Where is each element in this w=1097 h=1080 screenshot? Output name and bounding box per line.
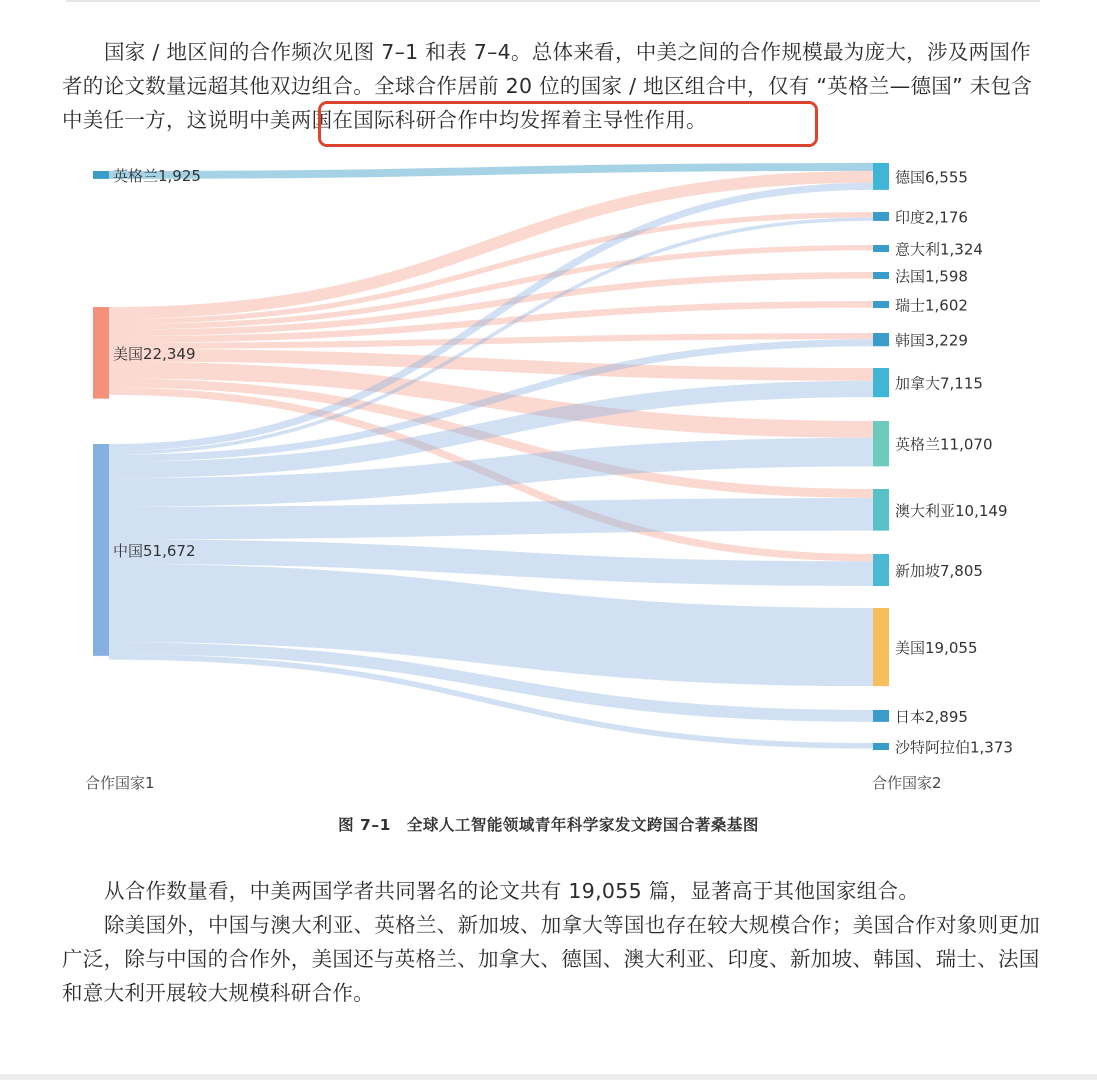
target-node-bar <box>873 421 889 466</box>
source-node-bar <box>93 171 109 179</box>
target-node-label: 新加坡7,805 <box>895 562 983 581</box>
sankey-link-n4e2d56fd-n6fb3592752294e9a <box>109 514 873 523</box>
target-node-label: 意大利1,324 <box>895 240 983 259</box>
target-node-label: 美国19,055 <box>895 639 978 658</box>
sankey-link-n4e2d56fd-n7f8e56fd <box>109 603 873 647</box>
conclusion-paragraphs <box>62 874 1050 1010</box>
target-node-label: 沙特阿拉伯1,373 <box>895 738 1013 757</box>
target-node-label: 印度2,176 <box>895 208 968 227</box>
target-node-label: 英格兰11,070 <box>895 435 993 454</box>
target-node-label: 加拿大7,115 <box>895 374 983 393</box>
bottom-divider <box>0 1074 1097 1080</box>
target-node-bar <box>873 489 889 531</box>
target-node-label: 日本2,895 <box>895 707 968 726</box>
source-node-bar <box>93 307 109 399</box>
target-node-bar <box>873 272 889 279</box>
target-node-label: 澳大利亚10,149 <box>895 501 1008 520</box>
top-divider <box>66 0 1040 2</box>
highlight-box <box>318 101 818 147</box>
target-node-bar <box>873 368 889 397</box>
target-node-bar <box>873 554 889 586</box>
target-node-bar <box>873 710 889 722</box>
sankey-links <box>109 167 873 746</box>
target-node-bar <box>873 212 889 221</box>
source-node-label: 中国51,672 <box>113 541 196 560</box>
source-node-bar <box>93 444 109 656</box>
conclusion-paragraph-2: 除美国外，中国与澳大利亚、英格兰、新加坡、加拿大等国也存在较大规模合作；美国合作对象则更加广泛，除与中国的合作外，美国还与英格兰、加拿大、德国、澳大利亚、印度、新加坡、韩国、瑞士、法国和意大利开展较大规模科研合作。 <box>62 913 1040 1005</box>
intro-text: 国家 / 地区间的合作频次见图 7–1 和表 7–4。总体来看，中美之间的合作规模最为庞大，涉及两国作者的论文数量远超其他双边组合。全球合作居前 20 位的国家 / 地区组合中，仅有 “英格兰—德国” 未包含中美任一方，这说明 <box>62 40 1033 132</box>
target-node-bar <box>873 333 889 346</box>
conclusion-paragraph-1: 从合作数量看，中美两国学者共同署名的论文共有 19,055 篇，显著高于其他国家组合。 <box>104 879 920 903</box>
source-axis-label: 合作国家1 <box>85 774 155 792</box>
target-node-bar <box>873 743 889 750</box>
target-node-label: 德国6,555 <box>895 168 968 187</box>
target-node-bar <box>873 608 889 686</box>
target-node-label: 法国1,598 <box>895 267 968 286</box>
sankey-link-n82f1683c5170-n5fb756fd <box>109 167 873 175</box>
figure-caption: 图 7–1 全球人工智能领域青年科学家发文跨国合著桑基图 <box>338 816 759 834</box>
target-node-label: 韩国3,229 <box>895 331 968 350</box>
source-node-label: 英格兰1,925 <box>113 166 201 185</box>
source-node-label: 美国22,349 <box>113 344 196 363</box>
target-node-label: 瑞士1,602 <box>895 296 968 315</box>
target-node-bar <box>873 163 889 190</box>
target-node-bar <box>873 301 889 308</box>
target-node-bar <box>873 245 889 252</box>
intro-highlight-text: 中美两国在国际科研合作中均发挥着主导性作用。 <box>249 108 707 132</box>
target-axis-label: 合作国家2 <box>872 774 942 792</box>
sankey-chart <box>0 150 1097 800</box>
